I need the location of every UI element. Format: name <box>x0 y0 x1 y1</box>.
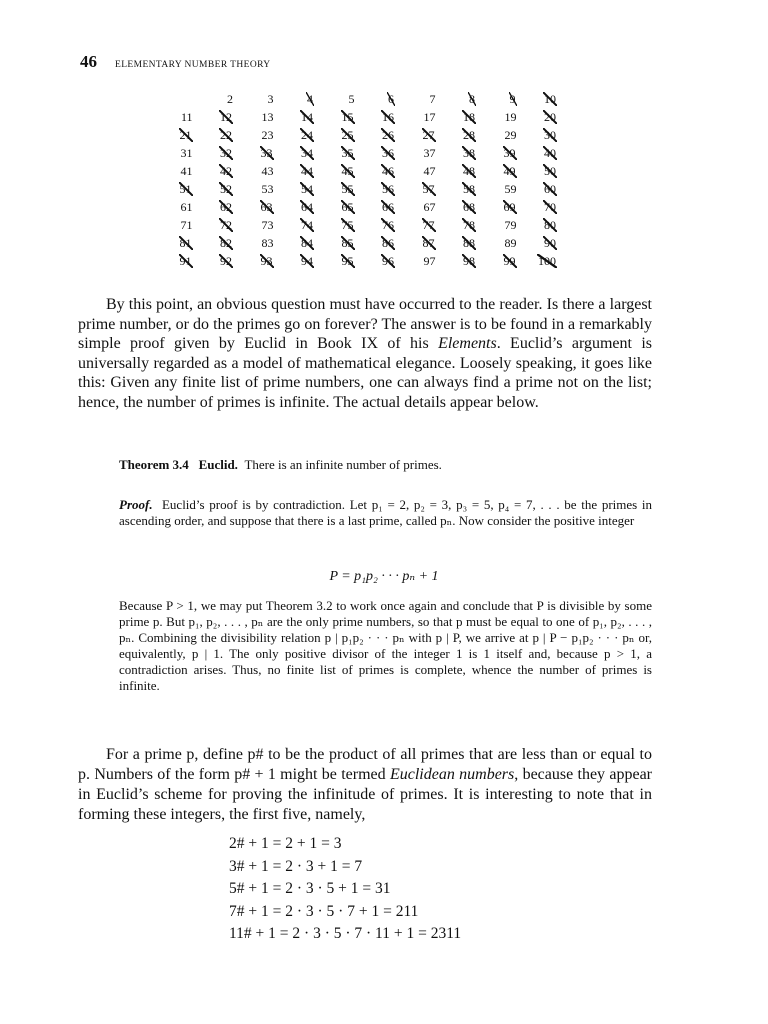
sieve-number-crossed <box>525 234 566 252</box>
sieve-number-crossed <box>444 108 485 126</box>
sieve-row <box>160 126 565 144</box>
sieve-number-text: 53 <box>261 182 274 196</box>
sieve-number-crossed <box>241 252 282 270</box>
sieve-number-crossed <box>403 216 444 234</box>
sieve-number-text: 73 <box>261 218 274 232</box>
sieve-number-crossed <box>160 234 201 252</box>
sieve-number-crossed <box>282 216 323 234</box>
sieve-number-text: 59 <box>504 182 517 196</box>
theorem-name: Euclid. <box>198 457 238 472</box>
sieve-number <box>201 90 242 108</box>
sieve-number <box>484 180 525 198</box>
equation-line: 2# + 1 = 2 + 1 = 3 <box>229 835 342 852</box>
sieve-number <box>484 234 525 252</box>
euclid-italic: Euclidean numbers <box>389 766 515 783</box>
sieve-number-crossed <box>525 144 566 162</box>
sieve-number-crossed <box>525 252 566 270</box>
sieve-number-text: 62 <box>220 200 232 214</box>
sieve-number-crossed <box>484 90 525 108</box>
sieve-number <box>403 162 444 180</box>
theorem-label: Theorem 3.4 <box>119 457 189 472</box>
sieve-number-text: 13 <box>261 110 274 124</box>
sieve-number-text: 38 <box>463 146 475 160</box>
euclidean-numbers-paragraph <box>78 745 652 825</box>
sieve-number-text: 40 <box>544 146 556 160</box>
sieve-number-crossed <box>484 198 525 216</box>
sieve-number <box>241 216 282 234</box>
sieve-number-text: 25 <box>341 128 354 142</box>
euclid-text-1: For a prime p, define p# to be the product of all primes that are less than or equal to p. Numbers of the form p# + 1 might be termed <box>78 746 652 783</box>
theorem-statement <box>119 455 652 475</box>
page-number: 46 <box>80 52 97 71</box>
sieve-number-crossed <box>525 108 566 126</box>
sieve-number-text: 12 <box>220 110 232 124</box>
sieve-number-crossed <box>363 144 404 162</box>
sieve-number <box>160 162 201 180</box>
proof-paragraph <box>119 497 652 529</box>
sieve-number-text: 7 <box>429 92 436 106</box>
sieve-number-text: 78 <box>463 218 475 232</box>
sieve-number <box>484 216 525 234</box>
sieve-number-crossed <box>322 180 363 198</box>
sieve-number-crossed <box>322 234 363 252</box>
sieve-number-text: 52 <box>220 182 232 196</box>
sieve-row <box>160 252 565 270</box>
sieve-number-crossed <box>525 180 566 198</box>
sieve-number-text: 58 <box>463 182 475 196</box>
sieve-number-text: 85 <box>341 236 354 250</box>
sieve-number-crossed <box>363 234 404 252</box>
sieve-number-crossed <box>201 162 242 180</box>
sieve-number-text: 18 <box>463 110 475 124</box>
sieve-number <box>160 108 201 126</box>
sieve-number-text: 15 <box>341 110 354 124</box>
sieve-number-text: 28 <box>463 128 475 142</box>
sieve-number-crossed <box>282 234 323 252</box>
sieve-number-text: 70 <box>544 200 556 214</box>
sieve-number-text: 47 <box>423 164 436 178</box>
sieve-number-crossed <box>525 216 566 234</box>
sieve-number-crossed <box>363 216 404 234</box>
sieve-number-text: 16 <box>382 110 394 124</box>
sieve-number-text: 22 <box>220 128 232 142</box>
sieve-number-crossed <box>444 126 485 144</box>
sieve-number-crossed <box>363 90 404 108</box>
sieve-number-crossed <box>525 90 566 108</box>
sieve-number-text: 17 <box>423 110 436 124</box>
sieve-number-crossed <box>444 216 485 234</box>
sieve-number-text: 91 <box>179 254 192 268</box>
sieve-number-crossed <box>282 252 323 270</box>
sieve-number-crossed <box>363 108 404 126</box>
sieve-number-crossed <box>201 144 242 162</box>
sieve-number-text: 46 <box>382 164 394 178</box>
sieve-number-crossed <box>484 144 525 162</box>
sieve-number-crossed <box>322 108 363 126</box>
sieve-number <box>241 234 282 252</box>
sieve-number-text: 96 <box>382 254 394 268</box>
sieve-number-crossed <box>282 162 323 180</box>
sieve-number <box>484 108 525 126</box>
sieve-table <box>160 90 565 270</box>
sieve-number-crossed <box>201 180 242 198</box>
sieve-number-crossed <box>403 180 444 198</box>
equation-list <box>229 833 461 946</box>
sieve-number <box>403 198 444 216</box>
sieve-number-text: 60 <box>544 182 556 196</box>
sieve-number-text: 63 <box>260 200 273 214</box>
sieve-number-crossed <box>201 234 242 252</box>
sieve-number-text: 14 <box>301 110 313 124</box>
sieve-row <box>160 108 565 126</box>
sieve-number-text: 74 <box>301 218 313 232</box>
proof-continuation: Because P > 1, we may put Theorem 3.2 to work once again and conclude that P is divisible by some prime p. But p₁, p₂, . . . , pₙ are the only prime numbers, so that p must be equal to one of p₁, p₂, . . . , pₙ. Combining the divisibility relation p | p₁p₂ · · · pₙ with p | P, we arrive at p | P − p₁p₂ · · · pₙ or, equivalently, p | 1. The only positive divisor of the integer 1 is 1 itself and, because p > 1, a contradiction arises. Thus, no finite list of primes is complete, whence the number of primes is infinite. <box>119 598 652 693</box>
sieve-number-crossed <box>363 252 404 270</box>
sieve-number-text: 24 <box>301 128 313 142</box>
page-header <box>80 52 271 72</box>
sieve-number <box>160 144 201 162</box>
sieve-number-text: 42 <box>220 164 232 178</box>
sieve-number-crossed <box>525 198 566 216</box>
sieve-number-text: 23 <box>261 128 274 142</box>
sieve-number-text: 43 <box>261 164 274 178</box>
sieve-number-text: 81 <box>179 236 192 250</box>
sieve-number-crossed <box>282 144 323 162</box>
sieve-number-text: 88 <box>463 236 475 250</box>
sieve-number-crossed <box>322 144 363 162</box>
sieve-number-crossed <box>160 126 201 144</box>
sieve-number <box>241 90 282 108</box>
sieve-number <box>403 252 444 270</box>
sieve-number-text: 57 <box>422 182 435 196</box>
sieve-number-crossed <box>322 216 363 234</box>
sieve-number <box>160 90 201 108</box>
sieve-number-crossed <box>201 126 242 144</box>
sieve-number-crossed <box>282 126 323 144</box>
sieve-number-crossed <box>282 90 323 108</box>
sieve-row <box>160 144 565 162</box>
sieve-number-text: 49 <box>503 164 516 178</box>
sieve-number-text: 26 <box>382 128 394 142</box>
sieve-number-text: 4 <box>307 92 313 106</box>
sieve-number-crossed <box>444 198 485 216</box>
sieve-number-text: 86 <box>382 236 394 250</box>
intro-italic: Elements <box>438 335 497 353</box>
intro-text-2: . Euclid’s argument is universally regarded as a model of mathematical elegance. Loosely speaking, it goes like this: Given any finite list of prime numbers, one can always find a prime not on the list; hence, the number of primes is infinite. The actual details appear below. <box>78 335 652 411</box>
theorem-text: There is an infinite number of primes. <box>244 457 442 472</box>
sieve-number-text: 90 <box>544 236 556 250</box>
sieve-number-text: 36 <box>382 146 394 160</box>
sieve-number-text: 61 <box>180 200 193 214</box>
sieve-number-text: 65 <box>341 200 354 214</box>
sieve-number-text: 64 <box>301 200 313 214</box>
sieve-number-text: 39 <box>503 146 516 160</box>
euclid-text-2: , because they appear in Euclid’s scheme for proving the infinitude of primes. It is interesting to note that in forming these integers, the first five, namely, <box>78 766 652 823</box>
sieve-number-text: 20 <box>544 110 556 124</box>
sieve-number-text: 29 <box>504 128 517 142</box>
sieve-number-text: 82 <box>220 236 232 250</box>
sieve-number-crossed <box>322 126 363 144</box>
sieve-number <box>160 198 201 216</box>
sieve-number-text: 11 <box>180 110 193 124</box>
sieve-number-crossed <box>322 252 363 270</box>
sieve-number <box>160 216 201 234</box>
sieve-number-crossed <box>201 108 242 126</box>
proof-text: Euclid’s proof is by contradiction. Let p₁ = 2, p₂ = 3, p₃ = 5, p₄ = 7, . . . be the primes in ascending order, and suppose that there is a last prime, called pₙ. Now consider the positive integer <box>119 497 653 528</box>
sieve-number <box>241 180 282 198</box>
proof-label: Proof. <box>119 497 153 512</box>
intro-text-1: By this point, an obvious question must have occurred to the reader. Is there a largest prime number, or do the primes go on forever? The answer is to be found in a remarkably simple proof given by Euclid in Book IX of his <box>78 296 652 353</box>
sieve-number-text: 77 <box>422 218 435 232</box>
sieve-number-crossed <box>444 144 485 162</box>
intro-paragraph <box>78 295 652 413</box>
sieve-number-text: 45 <box>341 164 354 178</box>
sieve-number-crossed <box>403 234 444 252</box>
sieve-number <box>322 90 363 108</box>
sieve-number-crossed <box>403 126 444 144</box>
sieve-number-crossed <box>525 126 566 144</box>
sieve-number-text: 48 <box>463 164 475 178</box>
sieve-number-text: 84 <box>301 236 313 250</box>
sieve-row <box>160 198 565 216</box>
sieve-number-text: 100 <box>538 254 556 268</box>
sieve-number-text: 27 <box>422 128 435 142</box>
equation-line: 11# + 1 = 2 · 3 · 5 · 7 · 11 + 1 = 2311 <box>229 925 462 943</box>
sieve-number-text: 94 <box>301 254 313 268</box>
sieve-number-text: 87 <box>422 236 435 250</box>
sieve-number-crossed <box>322 162 363 180</box>
sieve-number-text: 35 <box>341 146 354 160</box>
sieve-number-text: 32 <box>220 146 232 160</box>
sieve-number-text: 72 <box>220 218 232 232</box>
sieve-number-text: 51 <box>179 182 192 196</box>
sieve-number-text: 54 <box>301 182 313 196</box>
running-head: ELEMENTARY NUMBER THEORY <box>115 60 271 70</box>
sieve-number-text: 92 <box>220 254 232 268</box>
sieve-number-crossed <box>282 108 323 126</box>
sieve-number-text: 98 <box>463 254 475 268</box>
sieve-number-crossed <box>241 198 282 216</box>
sieve-number <box>241 126 282 144</box>
sieve-number-text: 41 <box>180 164 193 178</box>
sieve-number-text: 79 <box>504 218 517 232</box>
sieve-number-crossed <box>160 252 201 270</box>
sieve-number-text: 75 <box>341 218 354 232</box>
sieve-number-text: 83 <box>261 236 274 250</box>
sieve-number-crossed <box>363 198 404 216</box>
sieve-number-text: 37 <box>423 146 436 160</box>
sieve-number-crossed <box>363 162 404 180</box>
sieve-number-text: 56 <box>382 182 394 196</box>
sieve-row <box>160 180 565 198</box>
sieve-number-crossed <box>444 162 485 180</box>
sieve-number-crossed <box>282 180 323 198</box>
sieve-number-text: 30 <box>544 128 556 142</box>
sieve-number-text: 71 <box>180 218 193 232</box>
sieve-number-crossed <box>444 234 485 252</box>
sieve-number-crossed <box>444 252 485 270</box>
sieve-number-text: 44 <box>301 164 313 178</box>
sieve-number <box>403 144 444 162</box>
sieve-number-crossed <box>525 162 566 180</box>
sieve-number-text: 93 <box>260 254 273 268</box>
sieve-number-text: 50 <box>544 164 556 178</box>
sieve-number <box>241 108 282 126</box>
sieve-number-crossed <box>363 180 404 198</box>
sieve-number-crossed <box>363 126 404 144</box>
sieve-number-crossed <box>484 252 525 270</box>
sieve-number <box>241 162 282 180</box>
sieve-row <box>160 90 565 108</box>
sieve-number-text: 68 <box>463 200 475 214</box>
sieve-number-text: 99 <box>503 254 516 268</box>
sieve-number-text: 6 <box>388 92 394 106</box>
sieve-number <box>403 108 444 126</box>
sieve-number-text: 66 <box>382 200 394 214</box>
display-equation: P = p₁p₂ · · · pₙ + 1 <box>329 569 439 584</box>
sieve-number-text: 33 <box>260 146 273 160</box>
sieve-number-text: 95 <box>341 254 354 268</box>
sieve-row <box>160 162 565 180</box>
sieve-number-text: 10 <box>544 92 556 106</box>
sieve-number-text: 2 <box>227 92 233 106</box>
sieve-number-text: 67 <box>423 200 436 214</box>
sieve-number-crossed <box>201 252 242 270</box>
sieve-number-text: 80 <box>544 218 556 232</box>
sieve-number-crossed <box>160 180 201 198</box>
sieve-number-text: 8 <box>469 92 475 106</box>
sieve-number-text: 89 <box>504 236 517 250</box>
sieve-number-text: 76 <box>382 218 394 232</box>
sieve-number-crossed <box>201 216 242 234</box>
sieve-number-crossed <box>241 144 282 162</box>
sieve-row <box>160 234 565 252</box>
sieve-number-crossed <box>322 198 363 216</box>
sieve-number-text: 9 <box>509 92 516 106</box>
sieve-row <box>160 216 565 234</box>
equation-line: 3# + 1 = 2 · 3 + 1 = 7 <box>229 857 363 875</box>
sieve-number-crossed <box>444 180 485 198</box>
sieve-number-text: 34 <box>301 146 313 160</box>
sieve-number-text: 69 <box>503 200 516 214</box>
sieve-number-crossed <box>201 198 242 216</box>
equation-line: 5# + 1 = 2 · 3 · 5 + 1 = 31 <box>229 880 391 898</box>
sieve-number <box>484 126 525 144</box>
sieve-number-text: 97 <box>423 254 436 268</box>
sieve-number-crossed <box>444 90 485 108</box>
sieve-number-text: 3 <box>267 92 274 106</box>
sieve-number-crossed <box>282 198 323 216</box>
sieve-number-text: 55 <box>341 182 354 196</box>
sieve-number-crossed <box>484 162 525 180</box>
sieve-number-text: 5 <box>348 92 355 106</box>
sieve-number-text: 21 <box>179 128 192 142</box>
sieve-number-text: 31 <box>180 146 193 160</box>
sieve-number <box>403 90 444 108</box>
equation-line: 7# + 1 = 2 · 3 · 5 · 7 + 1 = 211 <box>229 902 419 920</box>
sieve-number-text: 19 <box>504 110 517 124</box>
